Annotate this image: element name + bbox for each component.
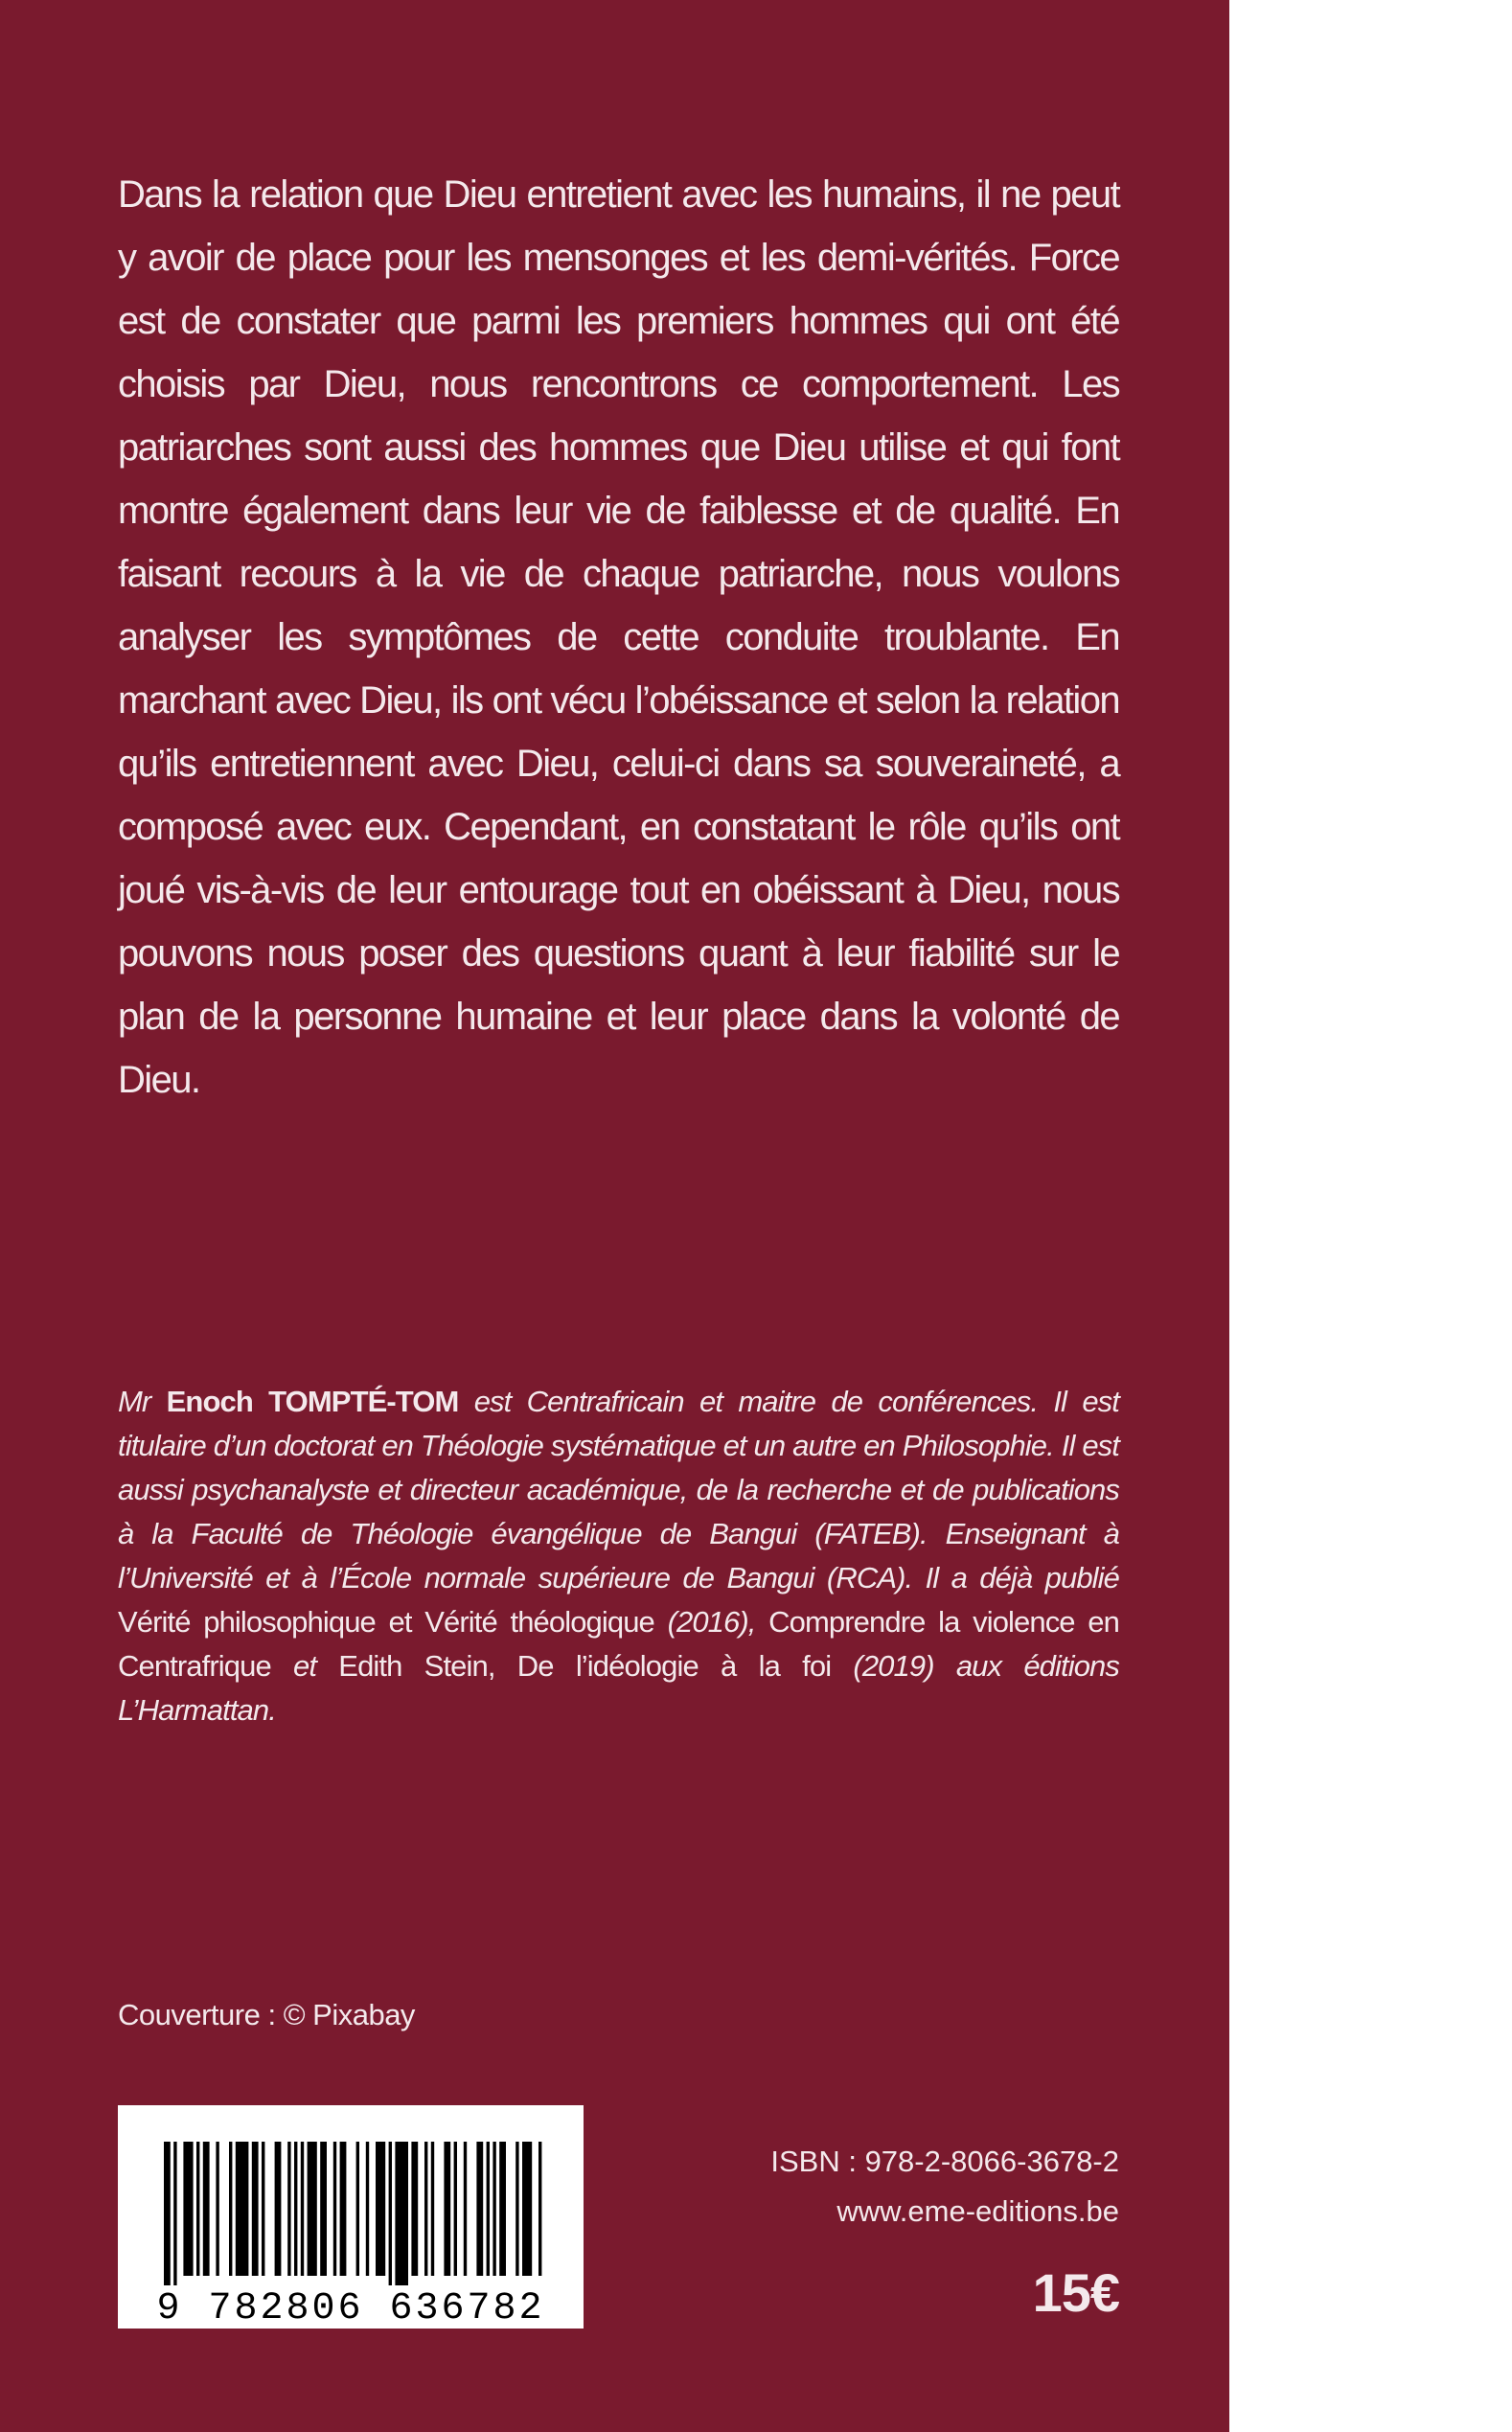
barcode-graphic	[118, 2105, 584, 2329]
publisher-url[interactable]: www.eme-editions.be	[836, 2194, 1119, 2228]
barcode-bar	[464, 2142, 467, 2276]
barcode-bar	[389, 2142, 392, 2285]
barcode-bar	[275, 2142, 282, 2276]
barcode-bar	[424, 2142, 427, 2276]
barcode-bar	[444, 2142, 450, 2276]
barcode-bar	[522, 2142, 532, 2276]
barcode-bar	[340, 2142, 347, 2276]
author-bio	[118, 1380, 1119, 1732]
bio-text: est Centrafricain et maitre de conférences. Il est titulaire d’un doctorat en Théologie systématique et un autre en Philosophie. Il est aussi psychanalyste et directeur académique, de la recherche et de publications à la Faculté de Théologie évangélique de Bangui (FATEB). Enseignant à l’Université et à l’École normale supérieure de Bangui (RCA). Il a déjà publié	[118, 1385, 1119, 1595]
barcode-bar	[173, 2142, 176, 2285]
price-label: 15€	[1032, 2262, 1119, 2323]
barcode-bar	[515, 2142, 518, 2276]
barcode-bar	[487, 2142, 490, 2276]
book-title-2: Comprendre la violence en Centrafrique	[118, 1605, 1119, 1683]
cover-credit: Couverture : © Pixabay	[118, 1998, 415, 2031]
barcode-bar	[431, 2142, 434, 2276]
book-title-3: Edith Stein, De l’idéologie à la foi	[338, 1649, 832, 1683]
barcode-bar	[229, 2142, 232, 2276]
bio-tail: (2019) aux éditions L’Harmattan.	[118, 1649, 1119, 1727]
isbn-number: ISBN : 978-2-8066-3678-2	[770, 2145, 1119, 2178]
barcode-digits: 9 782806 636782	[156, 2287, 545, 2329]
barcode-bar	[308, 2142, 317, 2276]
barcode-bar	[411, 2142, 418, 2276]
barcode-bar	[203, 2142, 210, 2276]
barcode-bar	[252, 2142, 259, 2276]
barcode-bar	[538, 2142, 541, 2276]
book-blurb: Dans la relation que Dieu entretient avec les humains, il ne peut y avoir de place pour les mensonges et les demi-vérités. Force est de constater que parmi les premiers hommes qui ont été choisis par Dieu, nous rencontrons ce comportement. Les patriarches sont aussi des hommes que Dieu utilise et qui font montre également dans leur vie de faiblesse et de qualité. En faisant recours à la vie de chaque patriarche, nous voulons analyser les symptômes de cette conduite troublante. En marchant avec Dieu, ils ont vécu l’obéissance et selon la relation qu’ils entretiennent avec Dieu, celui-ci dans sa souveraineté, a composé avec eux. Cependant, en constatant le rôle qu’ils ont joué vis-à-vis de leur entourage tout en obéissant à Dieu, nous pouvons nous poser des questions quant à leur fiabilité sur le plan de la personne humaine et leur place dans la volonté de Dieu.	[118, 173, 1119, 1101]
barcode-bar	[196, 2142, 199, 2276]
barcode-bar	[493, 2142, 495, 2276]
isbn-barcode	[118, 2105, 584, 2329]
book-title-1: Vérité philosophique et Vérité théologique	[118, 1605, 654, 1639]
barcode-bar	[216, 2142, 218, 2276]
barcode-bar	[183, 2142, 193, 2276]
barcode-bar	[333, 2142, 336, 2276]
barcode-bar	[454, 2142, 457, 2276]
barcode-bar	[320, 2142, 327, 2276]
barcode-bar	[262, 2142, 264, 2276]
barcode-bar	[356, 2142, 359, 2276]
barcode-bar	[376, 2142, 385, 2276]
barcode-bar	[294, 2142, 297, 2276]
barcode-bar	[164, 2142, 171, 2285]
barcode-bar	[499, 2142, 506, 2276]
barcode-bar	[301, 2142, 304, 2276]
bio-prefix: Mr	[118, 1385, 167, 1418]
barcode-bar	[287, 2142, 290, 2276]
barcode-bar	[236, 2142, 249, 2276]
bio-year-1: (2016),	[653, 1605, 769, 1639]
author-name: Enoch TOMPTÉ-TOM	[166, 1385, 459, 1418]
barcode-bar	[366, 2142, 369, 2276]
barcode-bar	[476, 2142, 483, 2276]
bio-conjunction: et	[270, 1649, 339, 1683]
barcode-bar	[395, 2142, 408, 2285]
